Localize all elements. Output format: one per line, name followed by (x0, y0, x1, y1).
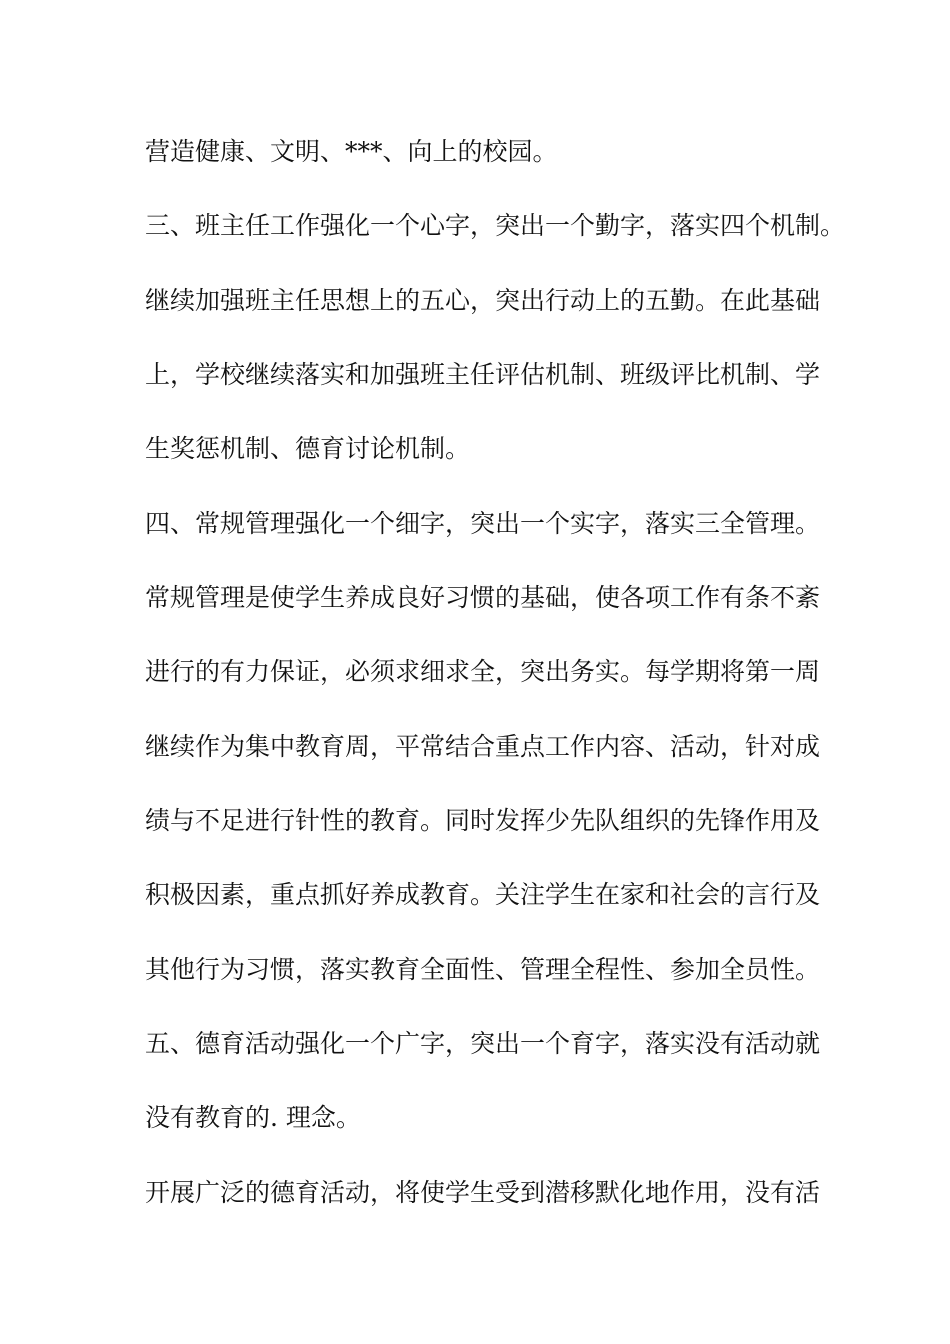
text-line-4: 上，学校继续落实和加强班主任评估机制、班级评比机制、学 (145, 360, 821, 389)
text-line-7: 常规管理是使学生养成良好习惯的基础，使各项工作有条不紊 (145, 583, 821, 612)
heading-section-3: 三、班主任工作强化一个心字，突出一个勤字，落实四个机制。 (145, 211, 846, 240)
text-line-5: 生奖惩机制、德育讨论机制。 (145, 434, 471, 463)
text-line-15: 开展广泛的德育活动，将使学生受到潜移默化地作用，没有活 (145, 1178, 821, 1207)
text-line-12: 其他行为习惯，落实教育全面性、管理全程性、参加全员性。 (145, 955, 821, 984)
text-line-1: 营造健康、文明、***、向上的校园。 (145, 137, 558, 166)
text-line-3: 继续加强班主任思想上的五心，突出行动上的五勤。在此基础 (145, 286, 821, 315)
heading-section-4: 四、常规管理强化一个细字，突出一个实字，落实三全管理。 (145, 509, 821, 538)
text-line-8: 进行的有力保证，必须求细求全，突出务实。每学期将第一周 (145, 657, 821, 686)
heading-section-5: 五、德育活动强化一个广字，突出一个育字，落实没有活动就 (145, 1029, 821, 1058)
text-line-11: 积极因素，重点抓好养成教育。关注学生在家和社会的言行及 (145, 880, 821, 909)
text-line-10: 绩与不足进行针性的教育。同时发挥少先队组织的先锋作用及 (145, 806, 821, 835)
text-line-14: 没有教育的. 理念。 (145, 1103, 361, 1132)
text-line-9: 继续作为集中教育周，平常结合重点工作内容、活动，针对成 (145, 732, 821, 761)
